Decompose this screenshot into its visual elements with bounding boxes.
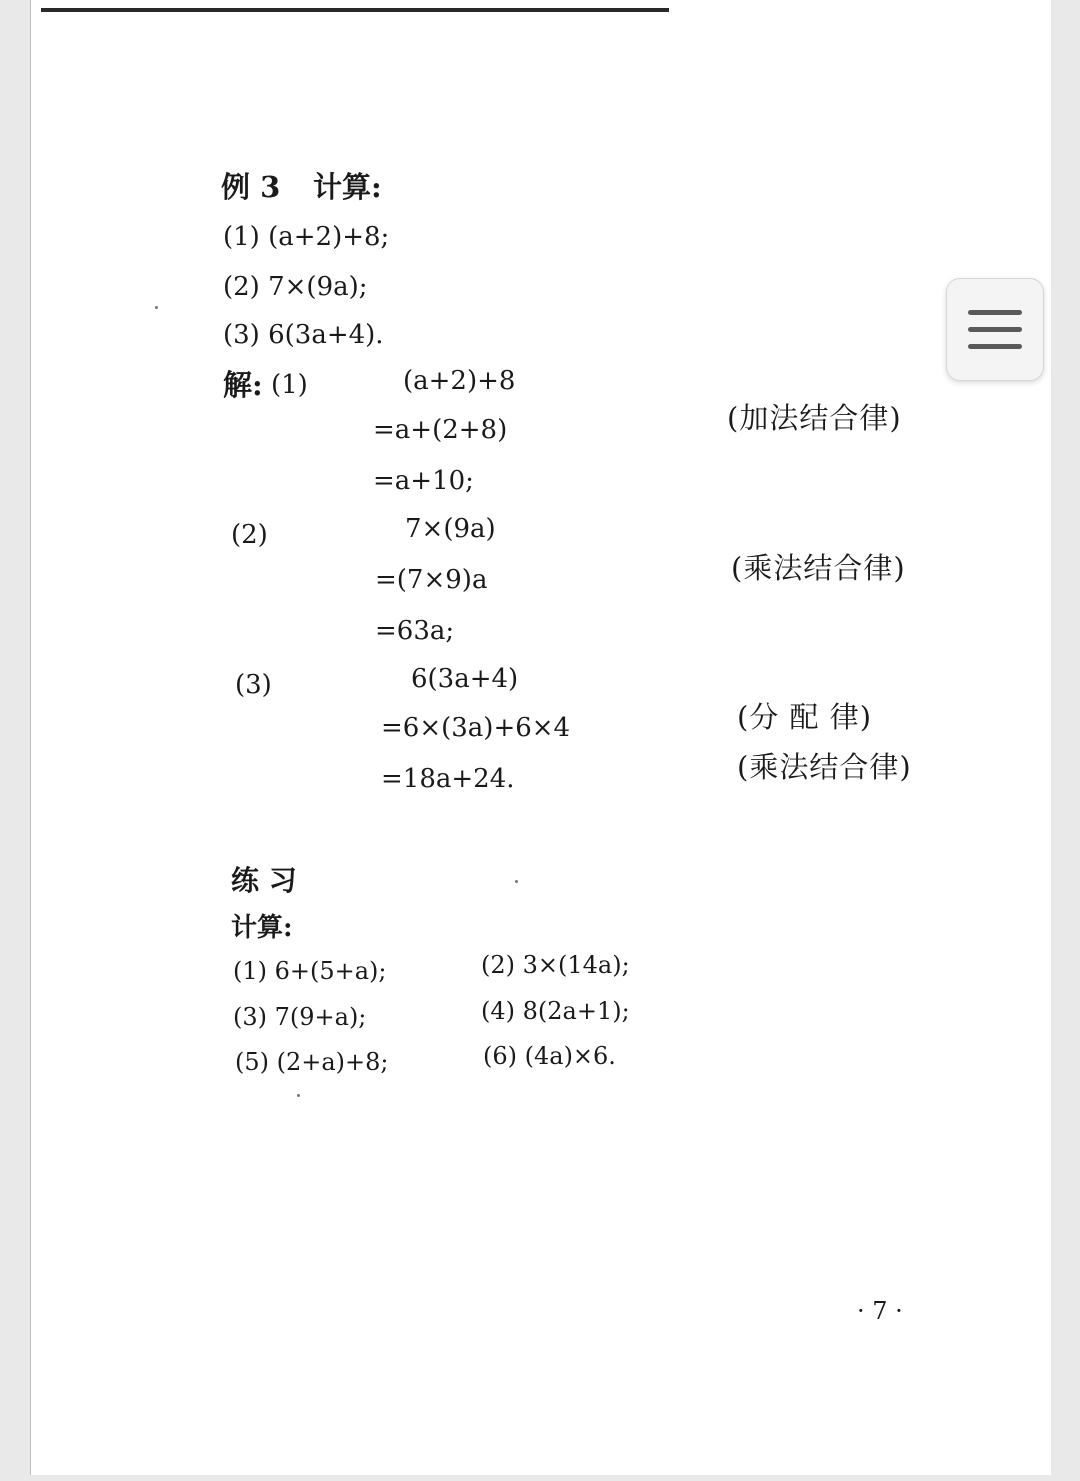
- exercise-item-6: (6) (4a)×6.: [483, 1042, 616, 1070]
- solution-part-2-number: (2): [231, 520, 268, 550]
- hamburger-menu-icon: [968, 307, 1022, 353]
- solution-part-3-number: (3): [235, 670, 272, 700]
- exercise-item-4: (4) 8(2a+1);: [481, 997, 630, 1025]
- solution-part-1-line-2: =a+(2+8): [373, 415, 508, 445]
- solution-part-1-line-3: =a+10;: [373, 466, 474, 496]
- floating-menu-button[interactable]: [946, 278, 1044, 381]
- top-rule-divider: [41, 8, 669, 12]
- solution-part-3-line-3: =18a+24.: [381, 764, 515, 794]
- solution-part-2-line-3: =63a;: [375, 616, 455, 646]
- scan-speck: [297, 1094, 300, 1097]
- page-number: · 7 ·: [857, 1297, 903, 1325]
- solution-part-1-number: (1): [271, 370, 308, 400]
- example-prompt: 计算:: [313, 170, 382, 204]
- solution-part-3-line-1: 6(3a+4): [411, 664, 519, 694]
- solution-part-3-note-1: (分 配 律): [737, 700, 873, 734]
- solution-part-2-line-2: =(7×9)a: [375, 565, 488, 595]
- solution-part-3-note-2: (乘法结合律): [737, 750, 912, 784]
- scan-speck: [515, 880, 518, 883]
- exercise-title: 练 习: [231, 864, 297, 897]
- exercise-prompt: 计算:: [231, 913, 293, 943]
- example-problem-3: (3) 6(3a+4).: [223, 320, 384, 350]
- solution-label: 解:: [223, 368, 263, 402]
- example-title: 例 3: [221, 170, 281, 204]
- example-problem-2: (2) 7×(9a);: [223, 272, 368, 302]
- solution-part-3-line-2: =6×(3a)+6×4: [381, 713, 571, 743]
- exercise-item-1: (1) 6+(5+a);: [233, 957, 387, 985]
- solution-part-1-line-1: (a+2)+8: [403, 366, 516, 396]
- document-page: [30, 0, 1051, 1475]
- example-problem-1: (1) (a+2)+8;: [223, 222, 390, 252]
- solution-part-1-note: (加法结合律): [727, 401, 902, 435]
- exercise-item-3: (3) 7(9+a);: [233, 1003, 367, 1031]
- scan-speck: [155, 306, 158, 309]
- solution-part-2-line-1: 7×(9a): [405, 514, 496, 544]
- exercise-item-5: (5) (2+a)+8;: [235, 1048, 389, 1076]
- solution-part-2-note: (乘法结合律): [731, 551, 906, 585]
- exercise-item-2: (2) 3×(14a);: [481, 951, 630, 979]
